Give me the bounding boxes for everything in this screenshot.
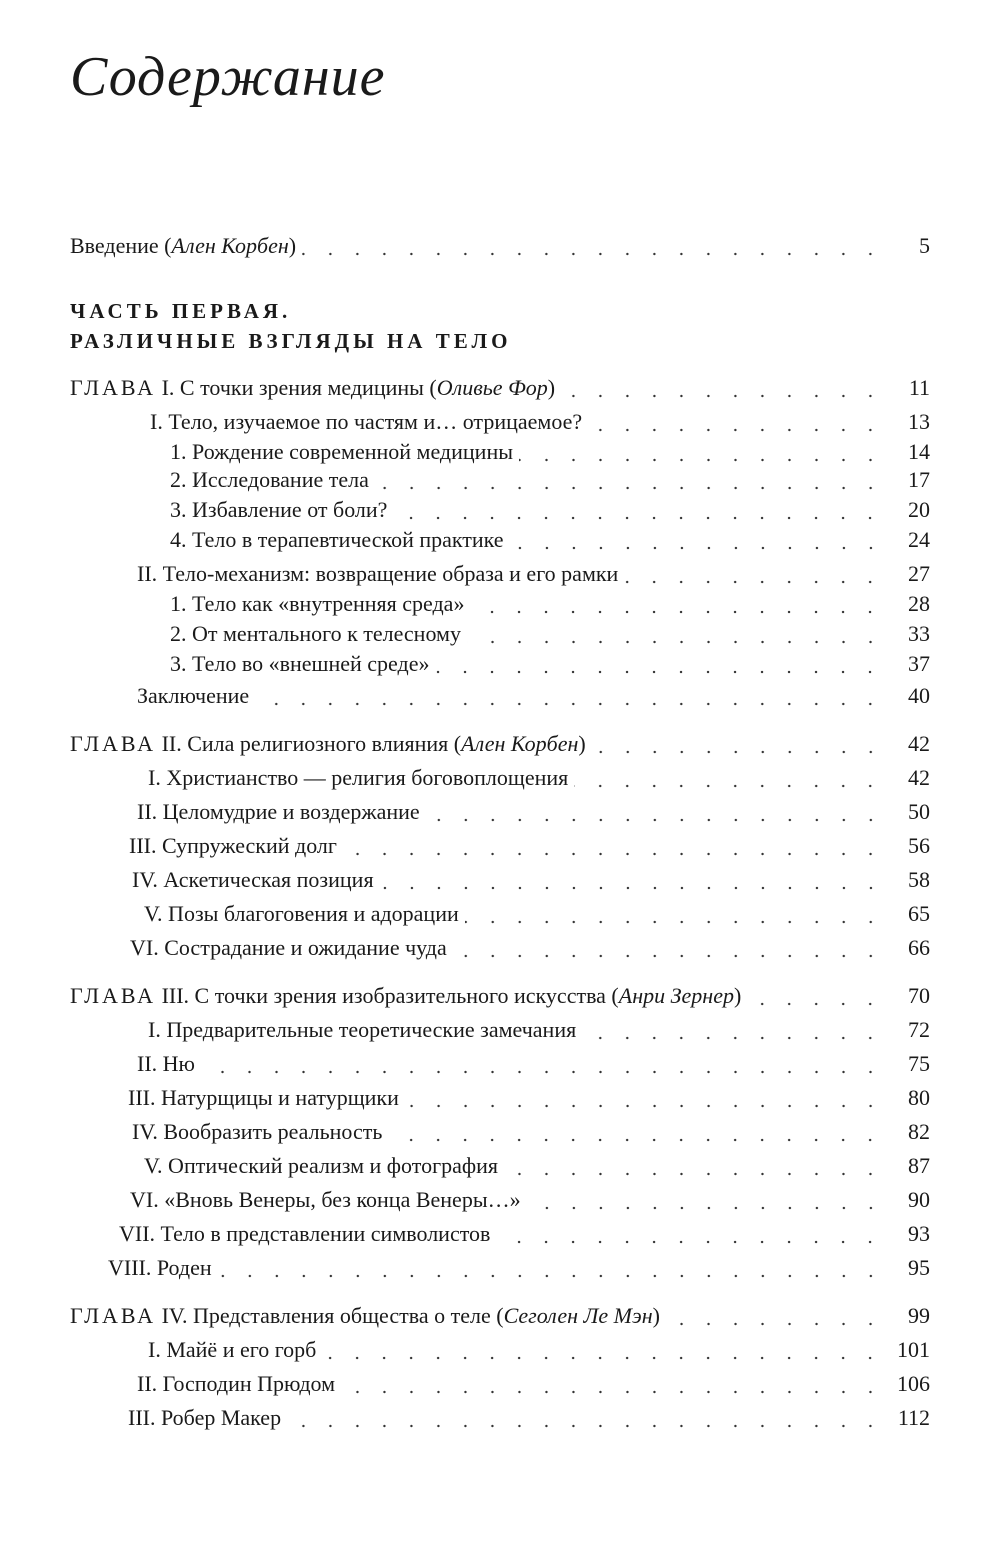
toc-page-number: 17 xyxy=(908,467,930,492)
toc-page-number: 40 xyxy=(908,683,930,708)
toc-page-number: 50 xyxy=(908,799,930,824)
toc-page-number: 33 xyxy=(908,621,930,646)
toc-page-number: 28 xyxy=(908,591,930,616)
dot-leader xyxy=(574,784,884,788)
dot-leader xyxy=(435,670,884,674)
toc-chapter-label: ГЛАВА II. Сила религиозного влияния (Ален Корбен) xyxy=(70,731,586,756)
dot-leader xyxy=(470,610,884,614)
toc-page-number: 80 xyxy=(908,1085,930,1110)
toc-entry[interactable] xyxy=(129,832,930,860)
toc-page-number: 66 xyxy=(908,935,930,960)
toc-page-number: 42 xyxy=(908,765,930,790)
dot-leader xyxy=(341,1390,884,1394)
dot-leader xyxy=(504,1172,884,1176)
toc-entry[interactable] xyxy=(170,650,930,678)
toc-entry-label: VIII. Роден xyxy=(108,1255,212,1280)
toc-chapter-label: ГЛАВА I. С точки зрения медицины (Оливье Фор) xyxy=(70,375,556,400)
toc-entry-label: II. Целомудрие и воздержание xyxy=(137,799,420,824)
toc-entry[interactable] xyxy=(128,1084,930,1112)
toc-entry-label: IV. Аскетическая позиция xyxy=(132,867,374,892)
dot-leader xyxy=(519,458,884,462)
toc-entry-label: VI. Сострадание и ожидание чуда xyxy=(130,935,447,960)
dot-leader xyxy=(287,1424,884,1428)
toc-entry-label: VII. Тело в представлении символистов xyxy=(119,1221,491,1246)
toc-entry-label: V. Позы благоговения и адорации xyxy=(144,901,459,926)
dot-leader xyxy=(510,546,884,550)
toc-entry[interactable] xyxy=(128,1404,930,1432)
toc-entry-label: II. Ню xyxy=(137,1051,195,1076)
toc-entry[interactable] xyxy=(170,526,930,554)
toc-entry-label: III. Робер Макер xyxy=(128,1405,282,1430)
part-heading-line2: РАЗЛИЧНЫЕ ВЗГЛЯДЫ НА ТЕЛО xyxy=(70,329,512,353)
toc-page-number: 112 xyxy=(897,1405,930,1430)
toc-entry-intro[interactable] xyxy=(70,232,930,260)
toc-entry[interactable] xyxy=(132,866,930,894)
dot-leader xyxy=(592,750,884,754)
dot-leader xyxy=(465,920,884,924)
toc-entry-label: II. Тело-механизм: возвращение образа и его рамки xyxy=(137,561,619,586)
toc-entry-label: I. Христианство — религия боговоплощения xyxy=(148,765,569,790)
toc-entry[interactable] xyxy=(137,560,930,588)
toc-page-number: 82 xyxy=(908,1119,930,1144)
toc-page-number: 87 xyxy=(908,1153,930,1178)
toc-entry[interactable] xyxy=(137,798,930,826)
toc-page-number: 72 xyxy=(908,1017,930,1042)
toc-entry-label: 2. От ментального к телесному xyxy=(170,621,461,646)
dot-leader xyxy=(201,1070,884,1074)
toc-entry-label: Введение (Ален Корбен) xyxy=(70,233,297,258)
toc-entry-label: 3. Избавление от боли? xyxy=(170,497,388,522)
dot-leader xyxy=(561,394,884,398)
toc-entry[interactable] xyxy=(170,590,930,618)
dot-leader xyxy=(453,954,884,958)
toc-page-number: 70 xyxy=(908,983,930,1008)
toc-entry-label: I. Предварительные теоретические замечания xyxy=(148,1017,577,1042)
toc-page-number: 106 xyxy=(897,1371,930,1396)
part-heading-line1: ЧАСТЬ ПЕРВАЯ. xyxy=(70,299,292,323)
toc-entry[interactable] xyxy=(137,1050,930,1078)
toc-entry[interactable] xyxy=(137,682,930,710)
dot-leader xyxy=(405,1104,884,1108)
dot-leader xyxy=(393,516,884,520)
toc-entry-label: VI. «Вновь Венеры, без конца Венеры…» xyxy=(130,1187,521,1212)
toc-entry[interactable] xyxy=(137,1370,930,1398)
dot-leader xyxy=(380,886,884,890)
dot-leader xyxy=(426,818,884,822)
dot-leader xyxy=(218,1274,884,1278)
toc-entry-label: V. Оптический реализм и фотография xyxy=(144,1153,499,1178)
toc-entry-label: 3. Тело во «внешней среде» xyxy=(170,651,430,676)
toc-chapter-2[interactable] xyxy=(70,730,930,758)
toc-page-number: 95 xyxy=(908,1255,930,1280)
toc-page-number: 99 xyxy=(908,1303,930,1328)
dot-leader xyxy=(747,1002,884,1006)
dot-leader xyxy=(255,702,884,706)
toc-entry[interactable] xyxy=(130,934,930,962)
toc-chapter-4[interactable] xyxy=(70,1302,930,1330)
toc-entry-label: Заключение xyxy=(137,683,250,708)
dot-leader xyxy=(624,580,884,584)
toc-page-number: 101 xyxy=(897,1337,930,1362)
toc-page-number: 14 xyxy=(908,439,930,464)
toc-page-number: 42 xyxy=(908,731,930,756)
toc-entry-label: 2. Исследование тела xyxy=(170,467,369,492)
dot-leader xyxy=(582,1036,884,1040)
dot-leader xyxy=(302,252,884,256)
toc-entry[interactable] xyxy=(150,408,930,436)
toc-chapter-3[interactable] xyxy=(70,982,930,1010)
toc-entry-label: III. Супружеский долг xyxy=(129,833,337,858)
toc-entry-label: 1. Рождение современной медицины xyxy=(170,439,513,464)
toc-entry[interactable] xyxy=(170,466,930,494)
dot-leader xyxy=(496,1240,884,1244)
toc-entry[interactable] xyxy=(170,620,930,648)
toc-entry[interactable] xyxy=(119,1220,930,1248)
dot-leader xyxy=(343,852,884,856)
toc-entry[interactable] xyxy=(148,764,930,792)
toc-entry-label: III. Натурщицы и натурщики xyxy=(128,1085,399,1110)
toc-entry-label: I. Тело, изучаемое по частям и… отрицаемое? xyxy=(150,409,583,434)
toc-entry-label: 1. Тело как «внутренняя среда» xyxy=(170,591,465,616)
toc-entry[interactable] xyxy=(132,1118,930,1146)
dot-leader xyxy=(666,1322,884,1326)
page-title: Содержание xyxy=(70,46,386,108)
toc-page-number: 27 xyxy=(908,561,930,586)
toc-entry-label: IV. Вообразить реальность xyxy=(132,1119,383,1144)
dot-leader xyxy=(467,640,884,644)
dot-leader xyxy=(322,1356,884,1360)
dot-leader xyxy=(588,428,884,432)
toc-page-number: 58 xyxy=(908,867,930,892)
toc-page-number: 24 xyxy=(908,527,930,552)
toc-entry[interactable] xyxy=(148,1016,930,1044)
toc-entry[interactable] xyxy=(144,1152,930,1180)
toc-page-number: 13 xyxy=(908,409,930,434)
toc-entry[interactable] xyxy=(170,438,930,466)
dot-leader xyxy=(388,1138,884,1142)
toc-page-number: 90 xyxy=(908,1187,930,1212)
toc-chapter-1[interactable] xyxy=(70,374,930,402)
toc-page-number: 75 xyxy=(908,1051,930,1076)
dot-leader xyxy=(375,486,884,490)
toc-page-number: 20 xyxy=(908,497,930,522)
toc-page-number: 93 xyxy=(908,1221,930,1246)
toc-entry[interactable] xyxy=(108,1254,930,1282)
toc-entry[interactable] xyxy=(144,900,930,928)
toc-page-number: 11 xyxy=(908,375,930,400)
toc-entry-label: II. Господин Прюдом xyxy=(137,1371,336,1396)
toc-page-number: 65 xyxy=(908,901,930,926)
toc-chapter-label: ГЛАВА III. С точки зрения изобразительного искусства (Анри Зернер) xyxy=(70,983,742,1008)
toc-entry-label: 4. Тело в терапевтической практике xyxy=(170,527,504,552)
toc-entry[interactable] xyxy=(170,496,930,524)
toc-entry[interactable] xyxy=(148,1336,930,1364)
toc-entry-label: I. Майё и его горб xyxy=(148,1337,317,1362)
toc-page-number: 37 xyxy=(908,651,930,676)
toc-entry[interactable] xyxy=(130,1186,930,1214)
toc-page-number: 56 xyxy=(908,833,930,858)
toc-page-number: 5 xyxy=(919,233,930,258)
toc-chapter-label: ГЛАВА IV. Представления общества о теле (Сеголен Ле Мэн) xyxy=(70,1303,660,1328)
dot-leader xyxy=(527,1206,884,1210)
